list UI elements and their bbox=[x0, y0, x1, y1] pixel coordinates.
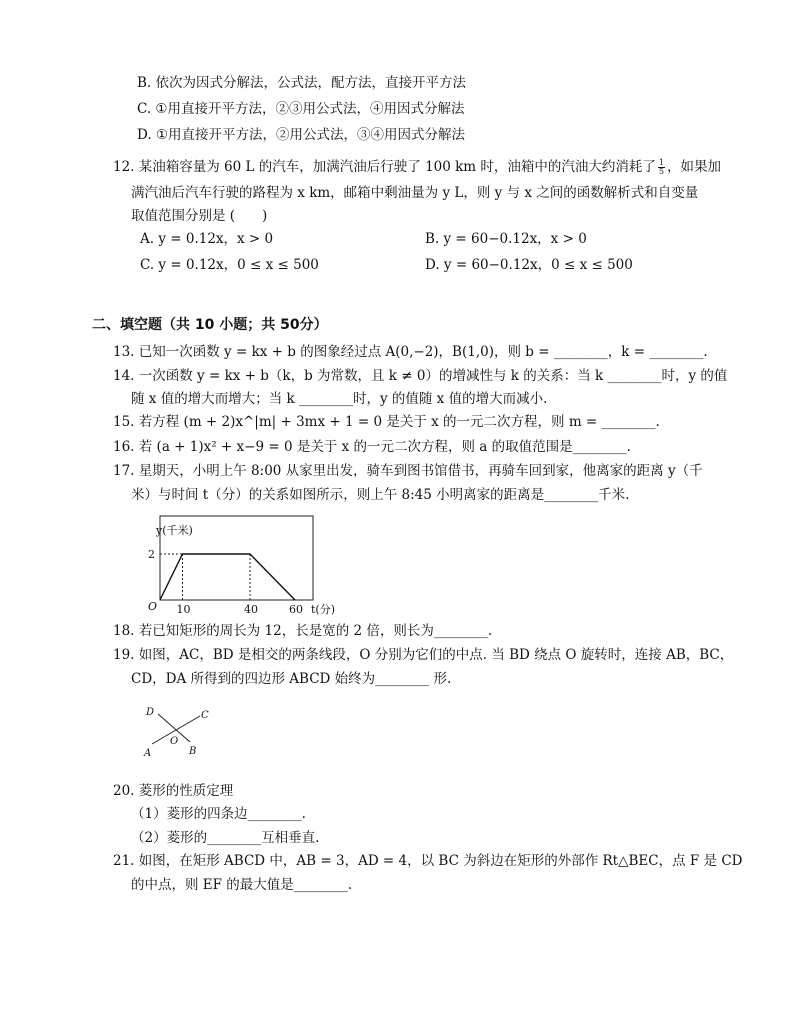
x-tick-40: 40 bbox=[244, 603, 258, 616]
y-tick-2: 2 bbox=[148, 548, 155, 561]
x-tick-60: 60 bbox=[289, 603, 303, 616]
q18-text: 18. 若已知矩形的周长为 12，长是宽的 2 倍，则长为________. bbox=[113, 623, 493, 639]
label-o: O bbox=[170, 736, 179, 747]
q17-line2: 米）与时间 t（分）的关系如图所示，则上午 8:45 小明离家的距离是________千米. bbox=[131, 487, 630, 503]
q11-option-d: D. ①用直接开平方法，②用公式法，③④用因式分解法 bbox=[137, 127, 466, 143]
origin-label: O bbox=[148, 600, 158, 613]
q11-option-b: B. 依次为因式分解法，公式法，配方法，直接开平方法 bbox=[137, 75, 467, 91]
q12-stem-line3: 取值范围分别是 ( ) bbox=[131, 208, 268, 224]
q12-option-b: B. y = 60−0.12x，x > 0 bbox=[425, 231, 587, 247]
q11-option-c: C. ①用直接开平方法，②③用公式法，④用因式分解法 bbox=[137, 101, 465, 117]
label-b: B bbox=[189, 746, 197, 757]
section-title-fill-in: 二、填空题（共 10 小题；共 50分） bbox=[92, 317, 328, 333]
y-axis-label: y(千米) bbox=[156, 524, 193, 537]
q16-text: 16. 若 (a + 1)x² + x−9 = 0 是关于 x 的一元二次方程，则 a 的取值范围是________. bbox=[113, 439, 631, 455]
q21-line1: 21. 如图，在矩形 ABCD 中，AB = 3，AD = 4，以 BC 为斜边在矩形的外部作 Rt△BEC，点 F 是 CD bbox=[113, 853, 743, 869]
fraction-one-fifth: $\frac{1}{5}$ bbox=[658, 158, 664, 176]
q21-line2: 的中点，则 EF 的最大值是________. bbox=[131, 877, 353, 893]
q13-text: 13. 已知一次函数 y = kx + b 的图象经过点 A(0,−2)，B(1,0)，则 b = ________，k = ________. bbox=[113, 344, 708, 360]
q15-text: 15. 若方程 (m + 2)x^|m| + 3mx + 1 = 0 是关于 x 的一元二次方程，则 m = ________. bbox=[113, 414, 660, 430]
q12-option-a: A. y = 0.12x，x > 0 bbox=[140, 231, 274, 247]
x-tick-10: 10 bbox=[176, 603, 191, 616]
q20-item1: （1）菱形的四条边________. bbox=[131, 806, 306, 822]
q20-title: 20. 菱形的性质定理 bbox=[113, 783, 234, 799]
q12-option-d: D. y = 60−0.12x，0 ≤ x ≤ 500 bbox=[425, 257, 633, 273]
label-d: D bbox=[146, 707, 155, 718]
q12-stem-part2: ，如果加 bbox=[667, 159, 721, 175]
graph-layer bbox=[148, 516, 335, 616]
q17-distance-time-graph bbox=[120, 504, 336, 616]
q19-line1: 19. 如图，AC，BD 是相交的两条线段，O 分别为它们的中点. 当 BD 绕点 O 旋转时，连接 AB，BC， bbox=[113, 647, 734, 663]
q12-stem-line1 bbox=[113, 158, 721, 176]
q12-stem-part1: 12. 某油箱容量为 60 L 的汽车，加满汽油后行驶了 100 km 时，油箱中的汽油大约消耗了 bbox=[113, 159, 656, 175]
distance-line bbox=[160, 554, 295, 600]
label-c: C bbox=[201, 710, 209, 721]
q20-item2: （2）菱形的________互相垂直. bbox=[131, 830, 320, 846]
q14-line1: 14. 一次函数 y = kx + b（k，b 为常数，且 k ≠ 0）的增减性与 k 的关系：当 k ________时，y 的值 bbox=[113, 368, 728, 384]
q12-option-c: C. y = 0.12x，0 ≤ x ≤ 500 bbox=[140, 257, 319, 273]
q17-line1: 17. 星期天，小明上午 8:00 从家里出发，骑车到图书馆借书，再骑车回到家，他离家的距离 y（千 bbox=[113, 463, 703, 479]
q19-line2: CD，DA 所得到的四边形 ABCD 始终为________ 形. bbox=[131, 671, 452, 687]
q12-stem-line2: 满汽油后汽车行驶的路程为 x km，邮箱中剩油量为 y L，则 y 与 x 之间的函数解析式和自变量 bbox=[131, 185, 699, 201]
x-axis-label: t(分) bbox=[311, 603, 336, 616]
q14-line2: 随 x 值的增大而增大；当 k ________时，y 的值随 x 值的增大而减小. bbox=[131, 391, 548, 407]
label-a: A bbox=[144, 748, 152, 759]
q19-quadrilateral-figure bbox=[138, 700, 218, 760]
